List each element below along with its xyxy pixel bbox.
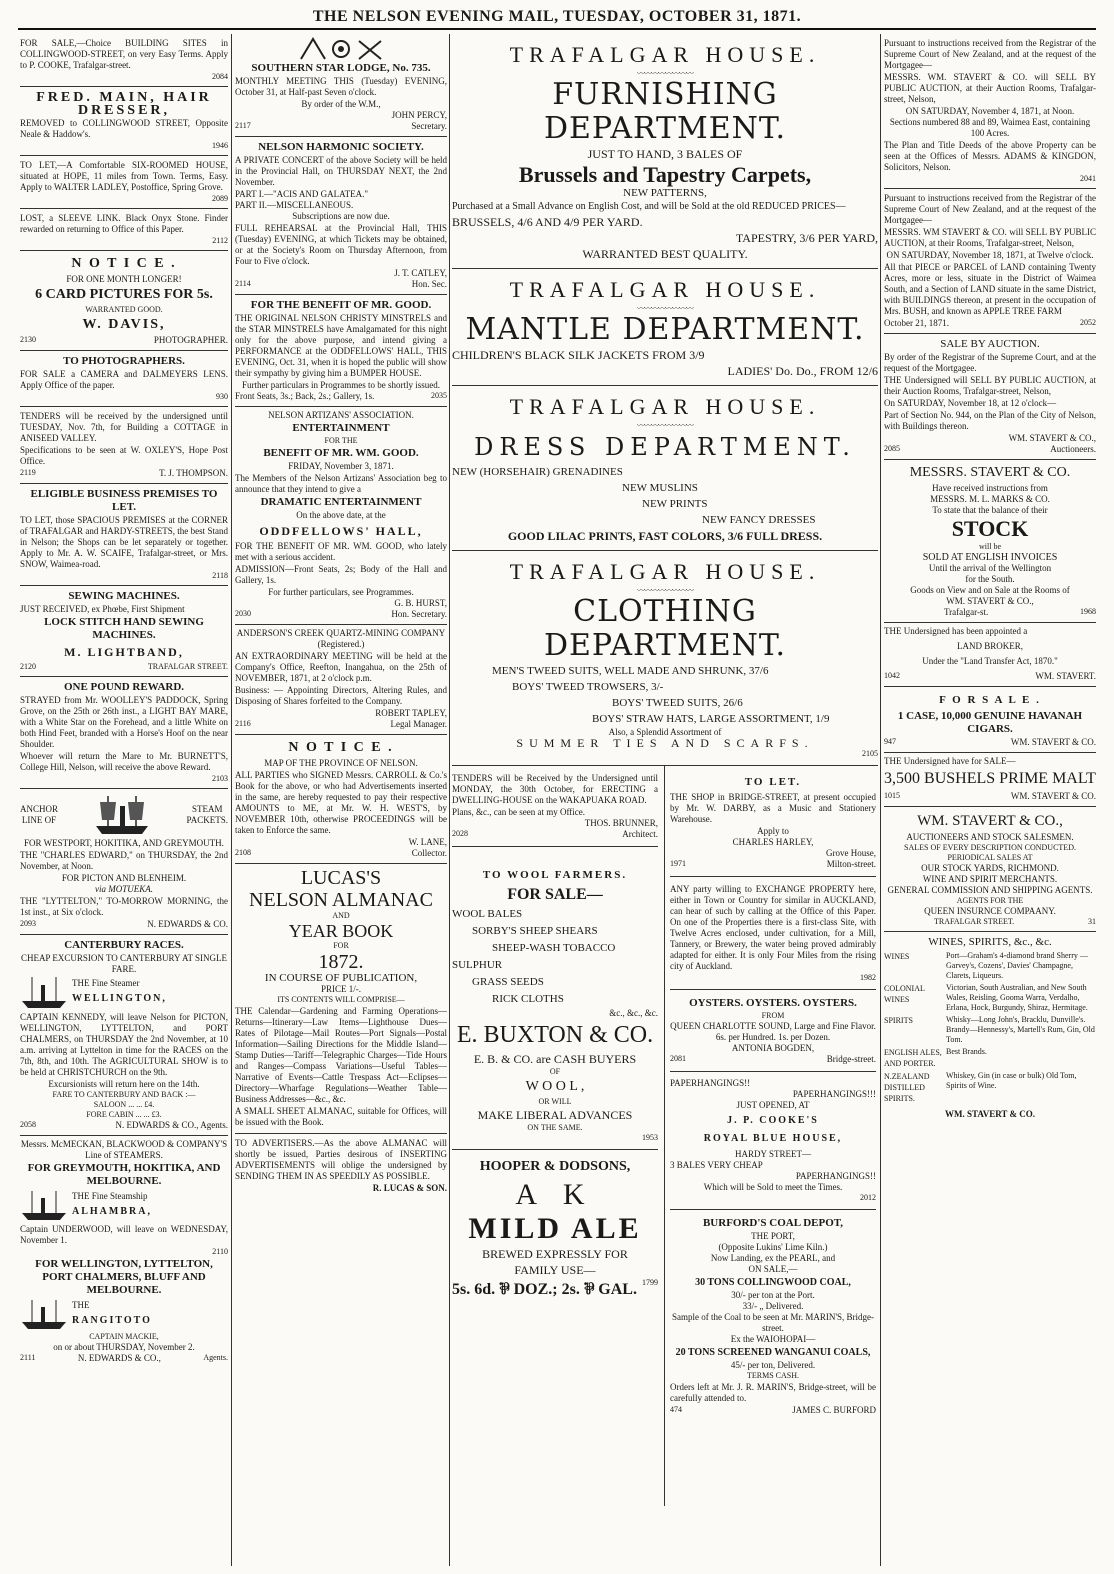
ad-tenders-cottage: TENDERS will be received by the undersigned until TUESDAY, Nov. 7th, for Building a COTTAGE in ANISEED VALLEY. Specifications to be seen at W. OXLEY'S, Hope Post Office. 2119 T. J. THOMPSON.	[20, 407, 228, 484]
column-rule	[231, 34, 232, 1566]
ad-wines-spirits: WINES, SPIRITS, &c., &c. WINES Port—Graham's 4-diamond brand Sherry — Garvey's, Cozens', Davies' Champagne, Clarets, Liqueurs. COLONIAL WINES Victorian, South Australian, and New South Wales, Reisling, Gooma Warra, Verdalho, Erlana, Hock, Burgundy, Shiraz, Hermitage. SPIRITS Whisky—Long John's, Bracklu, Dunville's. Brandy—Hennessy's, Martell's Rum, Gin, Old Tom. ENGLISH ALES, AND PORTER. Best Brands. N.ZEALAND DISTILLED SPIRITS. Whiskey, Gin (in case or bulk) Old Tom, Spirits of Wine. WM. STAVERT & CO.	[884, 936, 1095, 1119]
small-ads-right	[670, 766, 876, 1422]
column-2	[235, 34, 447, 1566]
ad-tenders-dwelling: TENDERS will be Received by the Undersigned until MONDAY, the 30th October, for ERECTING a DWELLING-HOUSE on the WAKAPUAKA ROAD. Plans, &c., can be seen at my Office. THOS. BRUNNER, 2028 Architect.	[452, 766, 658, 847]
ad-mcmeckan-line: Messrs. McMECKAN, BLACKWOOD & COMPANY'S Line of STEAMERS. FOR GREYMOUTH, HOKITIKA, AND MELBOURNE. THE Fine Steamship ALHAMBRA, Captain UNDERWOOD, will leave on WEDNESDAY, November 1. 2110 FOR WELLINGTON, LYTTELTON, PORT CHALMERS, BLUFF AND MELBOURNE. THE RANGITOTO CAPTAIN MACKIE, on or about THURSDAY, November 2. 2111 N. EDWARDS & CO., Agents.	[20, 1139, 228, 1363]
ad-clothing-department: TRAFALGAR HOUSE. 〰〰〰〰〰〰〰〰 CLOTHING DEPARTMENT. MEN'S TWEED SUITS, WELL MADE AND SHRUNK, 37/6 BOYS' TWEED TROWSERS, 3/- BOYS' TWEED SUITS, 26/6 BOYS' STRAW HATS, LARGE ASSORTMENT, 1/9 Also, a Splendid Assortment of SUMMER TIES AND SCARFS. 2105	[452, 551, 878, 766]
ad-southern-star-lodge: SOUTHERN STAR LODGE, No. 735. MONTHLY MEETING THIS (Tuesday) EVENING, October 31, at Half-past Seven o'clock. By order of the W.M., JOHN PERCY, 2117 Secretary.	[235, 34, 447, 137]
ad-canterbury-races: CANTERBURY RACES. CHEAP EXCURSION TO CANTERBURY AT SINGLE FARE. THE Fine Steamer WELLINGTON, CAPTAIN KENNEDY, will leave Nelson for PICTON, WELLINGTON, LYTTELTON, and PORT CHALMERS, on THURSDAY the 2nd November, at 10 a.m. arriving at Lyttelton in time for the RACES on the 7th, 8th, and 10th. The AGRICULTURAL SHOW is to be held at CHRISTCHURCH on the 9th. Excursionists will return here on the 14th. FARE TO CANTERBURY AND BACK :— SALOON ... ... £4. FORE CABIN ... ... £3. 2058 N. EDWARDS & CO., Agents.	[20, 935, 228, 1136]
ad-anchor-line: ANCHOR LINE OF STEAM PACKETS. FOR WESTPORT, HOKITIKA, AND GREYMOUTH. THE "CHARLES EDWARD," on THURSDAY, the 2nd November, at Noon. FOR PICTON AND BLENHEIM. via MOTUEKA. THE "LYTTELTON," TO-MORROW MORNING, the 1st inst., at Six o'clock. 2093 N. EDWARDS & CO.	[20, 789, 228, 935]
ad-to-advertisers: TO ADVERTISERS.—As the above ALMANAC will shortly be issued, Parties desirous of INSERTING ADVERTISEMENTS will oblige the undersigned by SENDING THEM IN AS SPEEDILY AS POSSIBLE. R. LUCAS & SON.	[235, 1138, 447, 1193]
wool-item: SHEEP-WASH TOBACCO	[492, 942, 616, 954]
ad-to-let-house: TO LET,—A Comfortable SIX-ROOMED HOUSE, situated at HOPE, 11 miles from Town. Terms, Easy. Apply to WALTER LADLEY, Postoffice, Spring Grove. 2089	[20, 156, 228, 209]
small-ads-block	[452, 766, 878, 1506]
ad-land-broker: THE Undersigned has been appointed a LAND BROKER, Under the "Land Transfer Act, 1870." 1042 WM. STAVERT.	[884, 623, 1096, 687]
wool-item: GRASS SEEDS	[472, 976, 544, 988]
small-ads-left	[452, 766, 658, 1308]
ad-sale-by-auction: SALE BY AUCTION. By order of the Registrar of the Supreme Court, and at the request of the Mortgagee. THE Undersigned will SELL BY PUBLIC AUCTION, at their Auction Rooms, Trafalgar-street, Nelson, On SATURDAY, November 18, at 12 o'clock— Part of Section No. 944, on the Plan of the City of Nelson, with Buildings thereon. WM. STAVERT & CO., 2085 Auctioneers.	[884, 334, 1096, 460]
ad-sewing-machines: SEWING MACHINES. JUST RECEIVED, ex Phœbe, First Shipment LOCK STITCH HAND SEWING MACHINES. M. LIGHTBAND, 2120 TRAFALGAR STREET.	[20, 586, 228, 677]
wool-items-list	[452, 906, 658, 1008]
wine-description: Best Brands.	[946, 1047, 987, 1056]
ad-havanah-cigars: F O R S A L E . 1 CASE, 10,000 GENUINE HAVANAH CIGARS. 947 WM. STAVERT & CO.	[884, 687, 1096, 753]
ad-lucas-almanac: LUCAS'S NELSON ALMANAC AND YEAR BOOK FOR 1872. IN COURSE OF PUBLICATION, PRICE 1/-. ITS CONTENTS WILL COMPRISE— THE Calendar—Gardening and Farming Operations—Returns—Itinerary—Law Items—Lighthouse Dues—Rates of Pilotage—Mail Routes—Port Signals—Postal Information—Sailing Directions for the Middle Island—Stamp Duties—Tariff—Telegraphic Charges—Tide Hours and Ranges—Compass Variations—Useful Tables—Narrative of Events—Cattle Trespass Act—Eclipses—Directory—Wharfage Regulations—Weather Table—Business Addresses—&c., &c. A SMALL SHEET ALMANAC, suitable for Offices, will be issued with the Book.	[235, 864, 447, 1134]
column-3	[452, 34, 878, 1566]
ad-stock-english-invoices: MESSRS. STAVERT & CO. Have received instructions from MESSRS. M. L. MARKS & CO. To state that the balance of their STOCK will be SOLD AT ENGLISH INVOICES Until the arrival of the Wellington for the South. Goods on View and on Sale at the Rooms of WM. STAVERT & CO., Trafalgar-st. 1968	[884, 460, 1096, 623]
ad-pursuant-nov-4: Pursuant to instructions received from the Registrar of the Supreme Court of New Zealand, and at the request of the Mortgagee— MESSRS. WM. STAVERT & CO. will SELL BY PUBLIC AUCTION, at their Auction Rooms, Trafalgar-street, Nelson, ON SATURDAY, November 4, 1871, at Noon. Sections numbered 88 and 89, Waimea East, containing 100 Acres. The Plan and Title Deeds of the above Property can be seen at the Offices of Messrs. ADAMS & KINGDON, Solicitors, Nelson. 2041	[884, 34, 1096, 189]
wine-description: Victorian, South Australian, and New South Wales, Reisling, Gooma Warra, Verdalho, Erlana, Hock, Burgundy, Shiraz, Hermitage.	[946, 983, 1088, 1012]
ad-to-let-shop: TO LET. THE SHOP in BRIDGE-STREET, at present occupied by Mr. W. DARBY, as a Music and Stationery Warehouse. Apply to CHARLES HARLEY, Grove House, 1971 Milton-street.	[670, 766, 876, 877]
column-1	[20, 34, 228, 1566]
wool-item: SORBY'S SHEEP SHEARS	[472, 925, 598, 937]
ad-furnishing-department: TRAFALGAR HOUSE. 〰〰〰〰〰〰〰〰 FURNISHING DEPARTMENT. JUST TO HAND, 3 BALES OF Brussels and Tapestry Carpets, NEW PATTERNS, Purchased at a Small Advance on English Cost, and will be Sold at the old REDUCED PRICES— BRUSSELS, 4/6 AND 4/9 PER YARD. TAPESTRY, 3/6 PER YARD, WARRANTED BEST QUALITY.	[452, 34, 878, 269]
ad-wool-farmers: TO WOOL FARMERS. FOR SALE— WOOL BALES SORBY'S SHEEP SHEARS SHEEP-WASH TOBACCO SULPHUR GRASS SEEDS RICK CLOTHS &c., &c., &c. E. BUXTON & CO. E. B. & CO. are CASH BUYERS OF W O O L , OR WILL MAKE LIBERAL ADVANCES ON THE SAME. 1953	[452, 847, 658, 1150]
wine-row	[884, 1047, 1096, 1069]
ad-harmonic-society: NELSON HARMONIC SOCIETY. A PRIVATE CONCERT of the above Society will be held in the Provincial Hall, on THURSDAY NEXT, the 2nd November. PART I.—"ACIS AND GALATEA." PART II.—MISCELLANEOUS. Subscriptions are now due. FULL REHEARSAL at the Provincial Hall, THIS (Tuesday) EVENING, at which Tickets may be obtained, or at the Society's Room on Thursday Afternoon, from Four to Five o'clock. J. T. CATLEY, 2114 Hon. Sec.	[235, 137, 447, 295]
wine-row	[884, 983, 1096, 1013]
steamer-icon	[20, 975, 68, 1011]
wool-item: SULPHUR	[452, 959, 503, 971]
wine-category: COLONIAL WINES	[884, 984, 925, 1004]
ad-map-notice: N O T I C E . MAP OF THE PROVINCE OF NELSON. ALL PARTIES who SIGNED Messrs. CARROLL & Co.'s Book for the above, or who had Advertisements inserted in the same, are hereby requested to pay their respective AMOUNTS to ME, at Mr. W. H. WEST'S, by NOVEMBER 10th, otherwise PROCEEDINGS will be taken to Enforce the same. W. LANE, 2108 Collector.	[235, 735, 447, 864]
ad-business-premises: ELIGIBLE BUSINESS PREMISES TO LET. TO LET, those SPACIOUS PREMISES at the CORNER of TRAFALGAR and HARDY-STREETS, the best Stand in Nelson; the Shops can be let separately or together. Apply to Mr. A. W. SCAIFE, Trafalgar-street, or Mrs. SNOW, Waimea-road. 2118	[20, 484, 228, 586]
column-rule	[880, 34, 881, 1566]
ad-building-sites: FOR SALE,—Choice BUILDING SITES in COLLINGWOOD-STREET, on very Easy Terms. Apply to P. COOKE, Trafalgar-street. 2084	[20, 34, 228, 87]
wine-description: Whisky—Long John's, Bracklu, Dunville's. Brandy—Hennessy's, Martell's Rum, Gin, Old Tom.	[946, 1015, 1095, 1044]
ad-pursuant-nov-18: Pursuant to instructions received from the Registrar of the Supreme Court of New Zealand, and at the request of the Mortgagee— MESSRS. WM STAVERT & CO. will SELL BY PUBLIC AUCTION, at their Rooms, Trafalgar-street, Nelson, ON SATURDAY, November 18, 1871, at Twelve o'clock. All that PIECE or PARCEL of LAND containing Twenty Acres, more or less, situate in the District of Waimea South, and a Section of LAND situate in the same District, with BUILDINGS thereon, at present in the occupation of Mrs. BUSH, and known as APPLE TREE FARM October 21, 1871. 2052	[884, 189, 1096, 334]
ad-exchange-property: ANY party willing to EXCHANGE PROPERTY here, either in Town or Country for similar in AUCKLAND, can hear of such by calling at the Office of this Paper. On one of the Properties there is a first-class Site, with Twelve Acres enclosed, under cultivation, for a Mill, Tannery, or Brewery, the water being proved admirably adapted for either. It is only Four Miles from the rising city of Auckland. 1982	[670, 877, 876, 990]
wine-category: SPIRITS	[884, 1016, 913, 1025]
wine-category: N.ZEALAND DISTILLED SPIRITS.	[884, 1072, 930, 1103]
wine-row	[884, 951, 1096, 981]
ad-oysters: OYSTERS. OYSTERS. OYSTERS. FROM QUEEN CHARLOTTE SOUND, Large and Fine Flavor. 6s. per Hundred. 1s. per Dozen. ANTONIA BOGDEN, 2081 Bridge-street.	[670, 990, 876, 1072]
ad-hair-dresser: FRED. MAIN, HAIR DRESSER, REMOVED to COLLINGWOOD STREET, Opposite Neale & Haddow's. 1946	[20, 87, 228, 156]
wine-category: ENGLISH ALES, AND PORTER.	[884, 1048, 942, 1068]
steamship-icon	[20, 1298, 68, 1332]
ad-lost: LOST, a SLEEVE LINK. Black Onyx Stone. Finder rewarded on returning to Office of this Paper. 2112	[20, 209, 228, 251]
masonic-emblem-icon	[281, 37, 401, 61]
wine-row	[884, 1015, 1096, 1045]
column-rule	[449, 34, 450, 1566]
column-4	[884, 34, 1096, 1566]
ad-coal-depot: BURFORD'S COAL DEPOT, THE PORT, (Opposite Lukins' Lime Kiln.) Now Landing, ex the PEARL, and ON SALE,— 30 TONS COLLINGWOOD COAL, 30/- per ton at the Port. 33/- „ Delivered. Sample of the Coal to be seen at Mr. MARIN'S, Bridge-street. Ex the WAIOHOPAI— 20 TONS SCREENED WANGANUI COALS, 45/- per ton, Delivered. TERMS CASH. Orders left at Mr. J. R. MARIN'S, Bridge-street, will be carefully attended to. 474 JAMES C. BURFORD	[670, 1217, 876, 1415]
ad-stavert-auctioneers: WM. STAVERT & CO., AUCTIONEERS AND STOCK SALESMEN. SALES OF EVERY DESCRIPTION CONDUCTED. PERIODICAL SALES AT OUR STOCK YARDS, RICHMOND. WINE AND SPIRIT MERCHANTS. GENERAL COMMISSION AND SHIPPING AGENTS. AGENTS FOR THE QUEEN INSURNCE COMPAANY. TRAFALGAR STREET. 31	[884, 807, 1096, 932]
ad-prime-malt: THE Undersigned have for SALE— 3,500 BUSHELS PRIME MALT 1015 WM. STAVERT & CO.	[884, 753, 1096, 807]
wool-item: RICK CLOTHS	[492, 993, 564, 1005]
ad-dress-department: TRAFALGAR HOUSE. 〰〰〰〰〰〰〰〰 DRESS DEPARTMENT. NEW (HORSEHAIR) GRENADINES NEW MUSLINS NEW PRINTS NEW FANCY DRESSES GOOD LILAC PRINTS, FAST COLORS, 3/6 FULL DRESS.	[452, 386, 878, 551]
ad-andersons-creek: ANDERSON'S CREEK QUARTZ-MINING COMPANY (Registered.) AN EXTRAORDINARY MEETING will be held at the Company's Office, Reefton, Inangahua, on the 25th of NOVEMBER, 1871, at 2 o'clock p.m. Business: — Appointing Directors, Altering Rules, and Disposing of Shares forfeited to the Company. ROBERT TAPLEY, 2116 Legal Manager.	[235, 625, 447, 735]
wine-list	[884, 951, 1096, 1104]
ad-card-pictures: N O T I C E . FOR ONE MONTH LONGER! 6 CARD PICTURES FOR 5s. WARRANTED GOOD. W. DAVIS, 2130 PHOTOGRAPHER.	[20, 251, 228, 351]
ad-photographers: TO PHOTOGRAPHERS. FOR SALE a CAMERA and DALMEYERS LENS. Apply Office of the paper. 930	[20, 351, 228, 407]
steamship-icon	[92, 792, 152, 838]
ad-artizans-association: NELSON ARTIZANS' ASSOCIATION. ENTERTAINMENT FOR THE BENEFIT OF MR. WM. GOOD. FRIDAY, November 3, 1871. The Members of the Nelson Artizans' Association beg to announce that they intend to give a DRAMATIC ENTERTAINMENT On the above date, at the ODDFELLOWS' HALL, FOR THE BENEFIT OF MR. WM. GOOD, who lately met with a serious accident. ADMISSION—Front Seats, 2s; Body of the Hall and Gallery, 1s. For further particulars, see Programmes. G. B. HURST, 2030 Hon. Secretary.	[235, 407, 447, 625]
ad-one-pound-reward: ONE POUND REWARD. STRAYED from Mr. WOOLLEY'S PADDOCK, Spring Grove, on the 25th or 26th inst., a LIGHT BAY MARE, with a White Star on the Forehead, and a little White on both Hind Feet, branded with a Horse's Hoof on the near Shoulder. Whoever will return the Mare to Mr. BURNETT'S, College Hill, Nelson, will receive the above Reward. 2103	[20, 677, 228, 789]
wine-description: Port—Graham's 4-diamond brand Sherry — Garvey's, Cozens', Davies' Champagne, Clarets, Liqueurs.	[946, 951, 1088, 980]
wine-description: Whiskey, Gin (in case or bulk) Old Tom, Spirits of Wine.	[946, 1071, 1077, 1090]
wine-category: WINES	[884, 952, 910, 961]
wool-item: WOOL BALES	[452, 908, 523, 920]
ad-benefit-mr-good: FOR THE BENEFIT OF MR. GOOD. THE ORIGINAL NELSON CHRISTY MINSTRELS and the STAR MINSTRELS have Amalgamated for this night only for the above purpose, and intend giving a PERFORMANCE at the ODDFELLOWS' HALL, THIS EVENING, Oct. 31, when it is hoped the public will show their sympathy by giving him a BUMPER HOUSE. Further particulars in Programmes to be shortly issued. Front Seats, 3s.; Back, 2s.; Gallery, 1s. 2035	[235, 295, 447, 407]
ad-hooper-dodsons: HOOPER & DODSONS, A K MILD ALE BREWED EXPRESSLY FOR FAMILY USE— 5s. 6d. ⅌ DOZ.; 2s. ⅌ GAL. 1799	[452, 1159, 658, 1298]
masthead: THE NELSON EVENING MAIL, TUESDAY, OCTOBER 31, 1871.	[18, 6, 1096, 30]
steamship-icon	[20, 1189, 68, 1223]
wine-row	[884, 1071, 1096, 1104]
ad-paperhangings: PAPERHANGINGS!! PAPERHANGINGS!!! JUST OPENED, AT J. P. COOKE'S ROYAL BLUE HOUSE, HARDY STREET— 3 BALES VERY CHEAP PAPERHANGINGS!! Which will be Sold to meet the Times. 2012	[670, 1072, 876, 1210]
ad-mantle-department: TRAFALGAR HOUSE. 〰〰〰〰〰〰〰〰 MANTLE DEPARTMENT. CHILDREN'S BLACK SILK JACKETS FROM 3/9 LADIES' Do. Do., FROM 12/6	[452, 269, 878, 386]
